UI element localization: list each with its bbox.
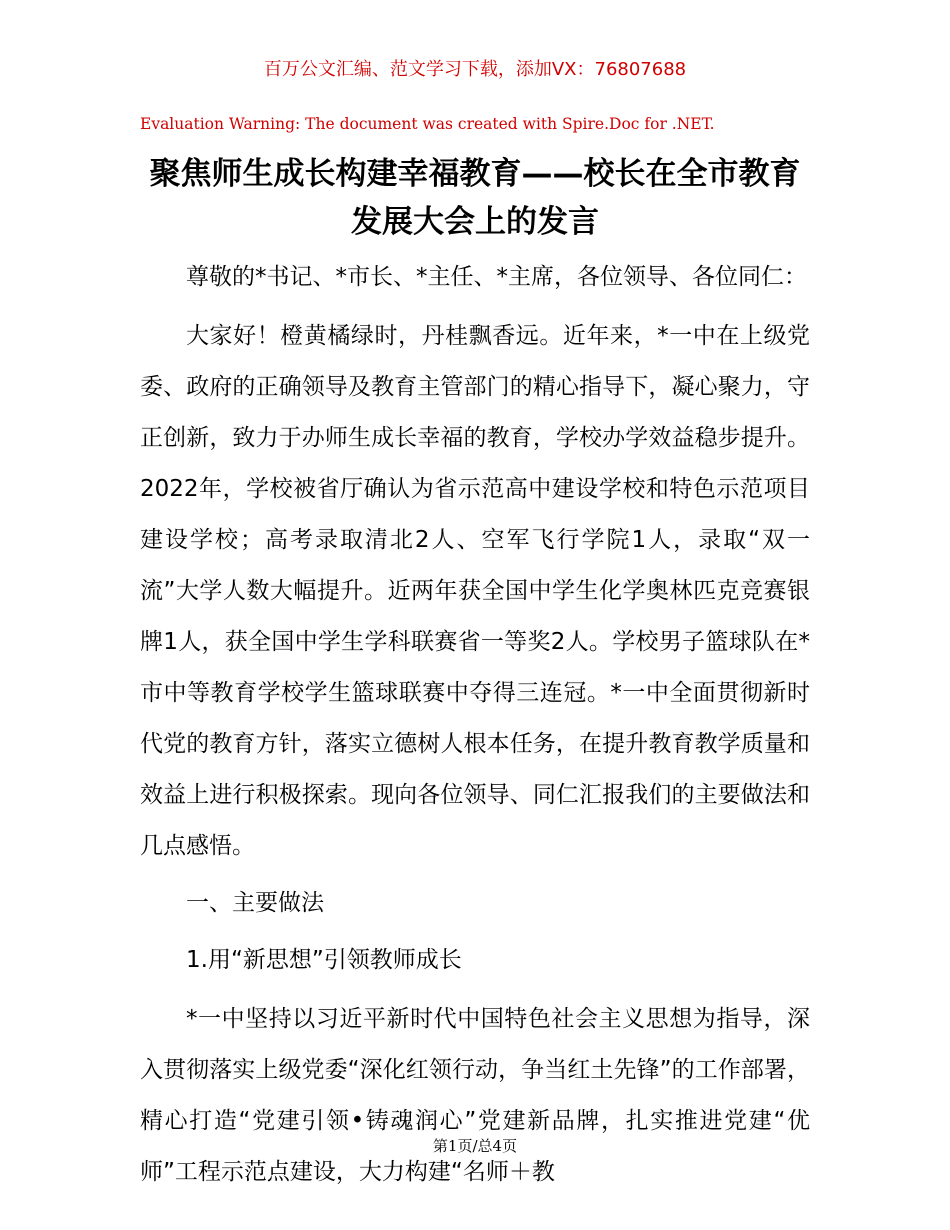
evaluation-warning: Evaluation Warning: The document was created with Spire.Doc for .NET. xyxy=(140,115,715,133)
subsection-heading: 1.用“新思想”引领教师成长 xyxy=(186,947,462,973)
body-paragraph: 大家好！橙黄橘绿时，丹桂飘香远。近年来，*一中在上级党委、政府的正确领导及教育主管部门的精心指导下，凝心聚力，守正创新，致力于办师生成长幸福的教育，学校办学效益稳步提升。2022年，学校被省厅确认为省示范高中建设学校和特色示范项目建设学校；高考录取清北2人、空军飞行学院1人，录取“双一流”大学人数大幅提升。近两年获全国中学生化学奥林匹克竞赛银牌1人，获全国中学生学科联赛省一等奖2人。学校男子篮球队在*市中等教育学校学生篮球联赛中夺得三连冠。*一中全面贯彻新时代党的教育方针，落实立德树人根本任务，在提升教育教学质量和效益上进行积极探索。现向各位领导、同仁汇报我们的主要做法和几点感悟。 xyxy=(140,323,810,859)
document-title: 聚焦师生成长构建幸福教育——校长在全市教育发展大会上的发言 xyxy=(149,156,801,240)
promo-banner: 百万公文汇编、范文学习下载，添加VX：76807688 xyxy=(263,59,687,80)
salutation-paragraph: 尊敬的*书记、*市长、*主任、*主席，各位领导、各位同仁： xyxy=(186,264,807,290)
section-heading: 一、主要做法 xyxy=(186,890,324,916)
document-body xyxy=(140,252,810,1198)
body-paragraph: *一中坚持以习近平新时代中国特色社会主义思想为指导，深入贯彻落实上级党委“深化红领行动，争当红土先锋”的工作部署，精心打造“党建引领•铸魂润心”党建新品牌，扎实推进党建“优师”工程示范点建设，大力构建“名师＋教 xyxy=(140,1006,810,1185)
page-footer: 第1页/总4页 xyxy=(432,1137,518,1155)
